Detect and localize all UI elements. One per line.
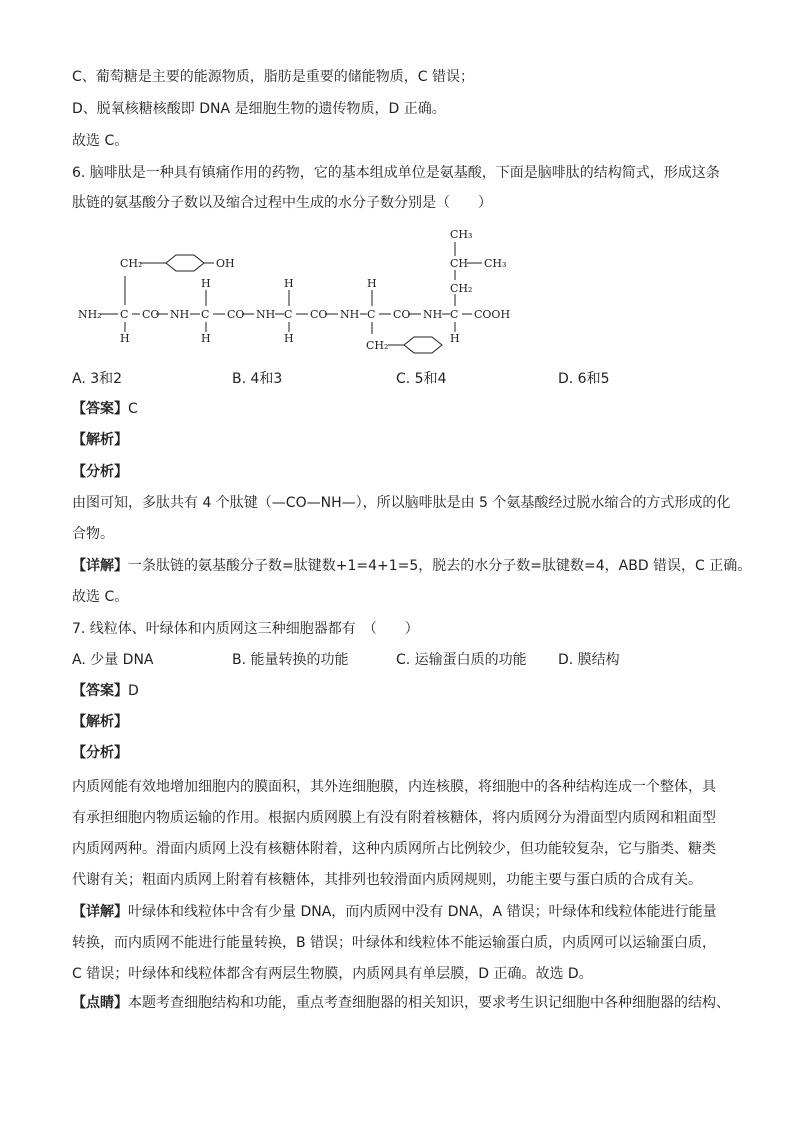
q6-answer (72, 399, 138, 419)
answer-value: C (128, 401, 138, 417)
q7-detail (72, 897, 724, 990)
q6-option-d: D. 6和5 (558, 371, 610, 387)
q7-jiexi-tag: 【解析】 (72, 714, 128, 730)
h4a-label: H (367, 277, 377, 290)
leu-ch3-right-label: CH₃ (484, 257, 507, 270)
tyr-oh-label: OH (216, 257, 235, 270)
q6-fenxi-tag: 【分析】 (72, 464, 128, 480)
enkephalin-structure-diagram (70, 220, 530, 360)
q7-dianjing (72, 993, 730, 1013)
q6-conclusion: 故选 C。 (72, 589, 129, 605)
leu-ch-label: CH (450, 257, 469, 270)
c4-label: C (367, 308, 376, 321)
q7-option-c: C. 运输蛋白质的功能 (396, 652, 527, 668)
co4-label: CO (393, 308, 411, 321)
phe-ch2-label: CH₂ (366, 339, 389, 352)
answer-tag: 【答案】 (72, 401, 128, 417)
detail-text: 一条肽链的氨基酸分子数=肽键数+1=4+1=5，脱去的水分子数=肽键数=4，ABD 错误，C 正确。 (128, 558, 752, 574)
previous-conclusion: 故选 C。 (72, 133, 129, 149)
detail-tag: 【详解】 (72, 904, 128, 920)
q6-option-c: C. 5和4 (396, 371, 447, 387)
q6-stem-line1: 6. 脑啡肽是一种具有镇痛作用的药物，它的基本组成单位是氨基酸，下面是脑啡肽的结构简式，形成这条 (72, 165, 720, 181)
leu-ch3-top-label: CH₃ (450, 228, 473, 241)
q7-fenxi-tag: 【分析】 (72, 745, 128, 761)
detail-tag: 【详解】 (72, 558, 128, 574)
q6-analysis-line2: 合物。 (72, 526, 114, 542)
nh3-label: NH (340, 308, 360, 321)
q7-answer (72, 681, 139, 701)
dianjing-text: 本题考查细胞结构和功能，重点考查细胞器的相关知识，要求考生识记细胞中各种细胞器的结构、 (128, 995, 730, 1011)
q6-stem-line2: 肽链的氨基酸分子数以及缩合过程中生成的水分子数分别是（ ） (72, 195, 492, 211)
q6-option-b: B. 4和3 (232, 371, 283, 387)
q6-analysis-line1: 由图可知，多肽共有 4 个肽键（—CO—NH—），所以脑啡肽是由 5 个氨基酸经过脱水缩合的方式形成的化 (72, 495, 731, 511)
c1-label: C (120, 308, 129, 321)
option-c-explanation: C、葡萄糖是主要的能源物质，脂肪是重要的储能物质，C 错误； (72, 69, 474, 85)
h5-label: H (450, 332, 460, 345)
h1-label: H (120, 332, 130, 345)
c3-label: C (284, 308, 293, 321)
option-d-explanation: D、脱氧核糖核酸即 DNA 是细胞生物的遗传物质，D 正确。 (72, 101, 446, 117)
leu-ch2-label: CH₂ (450, 282, 473, 295)
h3b-label: H (284, 332, 294, 345)
q7-stem: 7. 线粒体、叶绿体和内质网这三种细胞器都有 （ ） (72, 621, 419, 637)
q6-jiexi-tag: 【解析】 (72, 432, 128, 448)
dianjing-tag: 【点睛】 (72, 995, 128, 1011)
detail-text: 叶绿体和线粒体中含有少量 DNA，而内质网中没有 DNA，A 错误；叶绿体和线粒体能进行能量转换，而内质网不能进行能量转换，B 错误；叶绿体和线粒体不能运输蛋白质，内质网可以运输蛋白质， C 错误；叶绿体和线粒体都含有两层生物膜，内质网具有单层膜，D 正确。故选 D。 (72, 904, 717, 982)
q7-analysis: 内质网能有效地增加细胞内的膜面积，其外连细胞膜，内连核膜，将细胞中的各种结构连成一个整体，具有承担细胞内物质运输的作用。根据内质网膜上有没有附着核糖体，将内质网分为滑面型内质网和粗面型内质网两种。滑面内质网上没有核糖体附着，这种内质网所占比例较少，但功能较复杂，它与脂类、糖类代谢有关；粗面内质网上附着有核糖体，其排列也较滑面内质网规则，功能主要与蛋白质的合成有关。 (72, 779, 716, 888)
q6-detail (72, 556, 751, 576)
h2b-label: H (201, 332, 211, 345)
nh2-label: NH₂ (78, 308, 102, 321)
q6-option-a: A. 3和2 (72, 371, 123, 387)
co2-label: CO (227, 308, 245, 321)
c5-label: C (450, 308, 459, 321)
h2a-label: H (201, 277, 211, 290)
nh4-label: NH (423, 308, 443, 321)
co3-label: CO (310, 308, 328, 321)
answer-value: D (128, 683, 139, 699)
nh2b-label: NH (256, 308, 276, 321)
tyr-ch2-label: CH₂ (120, 257, 143, 270)
co1-label: CO (142, 308, 160, 321)
q7-option-a: A. 少量 DNA (72, 652, 154, 668)
c2-label: C (201, 308, 210, 321)
nh1-label: NH (170, 308, 190, 321)
q7-option-d: D. 膜结构 (558, 652, 620, 668)
q7-option-b: B. 能量转换的功能 (232, 652, 349, 668)
h3a-label: H (284, 277, 294, 290)
answer-tag: 【答案】 (72, 683, 128, 699)
cooh-label: COOH (474, 308, 511, 321)
